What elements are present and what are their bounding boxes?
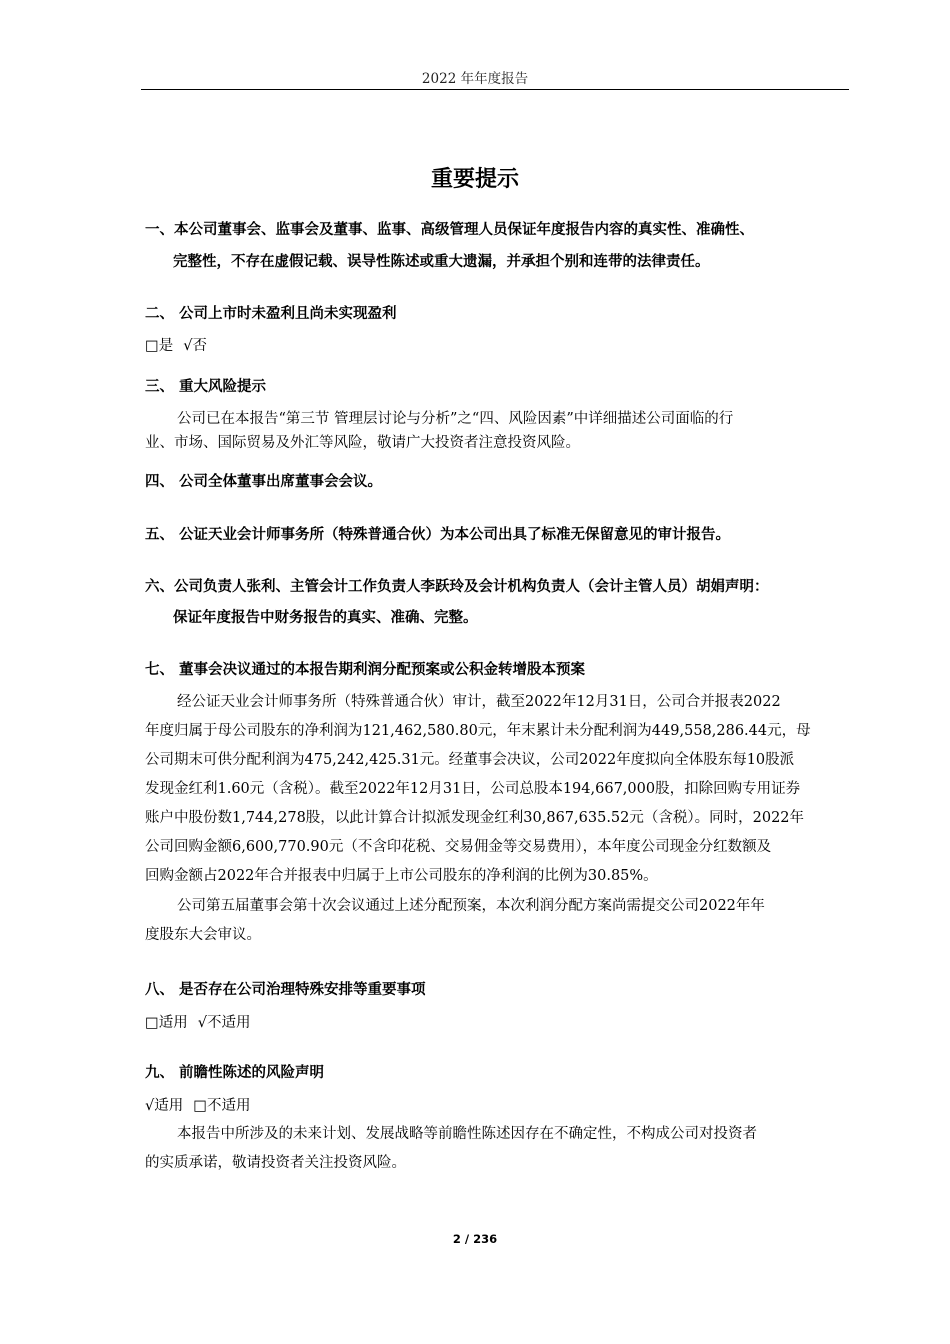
option-not-applicable: √不适用 [197,1015,251,1031]
page-title: 重要提示 [430,167,519,192]
section-1-line1: 一、本公司董事会、监事会及董事、监事、高级管理人员保证年度报告内容的真实性、准确性、 [145,222,754,238]
section-6-line2: 保证年度报告中财务报告的真实、准确、完整。 [173,610,478,626]
section-1-line2: 完整性，不存在虚假记载、误导性陈述或重大遗漏，并承担个别和连带的法律责任。 [173,254,710,270]
section-5-heading: 五、 公证天业会计师事务所（特殊普通合伙）为本公司出具了标准无保留意见的审计报告。 [145,527,731,543]
option-no: √否 [183,338,207,354]
section-6-line1: 六、公司负责人张利、主管会计工作负责人李跃玲及会计机构负责人（会计主管人员）胡娟声明： [145,579,769,595]
section-7-line: 度股东大会审议。 [145,927,261,943]
section-7-line: 经公证天业会计师事务所（特殊普通合伙）审计，截至2022年12月31日，公司合并报表2022 [177,694,781,710]
option-applicable: □适用 [145,1015,188,1031]
section-9-options [145,1094,260,1115]
section-7-line: 公司回购金额6,600,770.90元（不含印花税、交易佣金等交易费用），本年度公司现金分红数额及 [145,839,772,855]
section-7-line: 发现金红利1.60元（含税）。截至2022年12月31日，公司总股本194,667,000股，扣除回购专用证券 [145,781,801,797]
section-3-heading: 三、 重大风险提示 [145,379,267,395]
section-3-line1: 公司已在本报告“第三节 管理层讨论与分析”之“四、风险因素”中详细描述公司面临的行 [177,411,734,427]
section-7-line: 公司第五届董事会第十次会议通过上述分配预案，本次利润分配方案尚需提交公司2022年年 [177,898,765,914]
section-8-heading: 八、 是否存在公司治理特殊安排等重要事项 [145,982,426,998]
header-divider [141,89,849,90]
section-9-line1: 本报告中所涉及的未来计划、发展战略等前瞻性陈述因存在不确定性，不构成公司对投资者 [177,1126,757,1142]
section-7-line: 回购金额占2022年合并报表中归属于上市公司股东的净利润的比例为30.85%。 [145,868,658,884]
section-7-line: 账户中股份数1,744,278股，以此计算合计拟派发现金红利30,867,635.52元（含税）。同时，2022年 [145,810,805,826]
page-number: 2 / 236 [452,1232,498,1246]
option-not-applicable: □不适用 [193,1098,251,1114]
page-header: 2022 年年度报告 [421,71,529,87]
section-2-options [145,334,217,355]
section-7-line: 公司期末可供分配利润为475,242,425.31元。经董事会决议，公司2022年度拟向全体股东每10股派 [145,752,795,768]
section-9-line2: 的实质承诺，敬请投资者关注投资风险。 [145,1155,406,1171]
section-4-heading: 四、 公司全体董事出席董事会会议。 [145,474,383,490]
option-applicable: √适用 [145,1098,184,1114]
option-yes: □是 [145,338,174,354]
section-2-heading: 二、 公司上市时未盈利且尚未实现盈利 [145,306,397,322]
section-7-line: 年度归属于母公司股东的净利润为121,462,580.80元，年末累计未分配利润为449,558,286.44元，母 [145,723,811,739]
section-3-line2: 业、市场、国际贸易及外汇等风险，敬请广大投资者注意投资风险。 [145,435,580,451]
section-9-heading: 九、 前瞻性陈述的风险声明 [145,1065,325,1081]
section-8-options [145,1011,260,1032]
section-7-heading: 七、 董事会决议通过的本报告期利润分配预案或公积金转增股本预案 [145,662,586,678]
